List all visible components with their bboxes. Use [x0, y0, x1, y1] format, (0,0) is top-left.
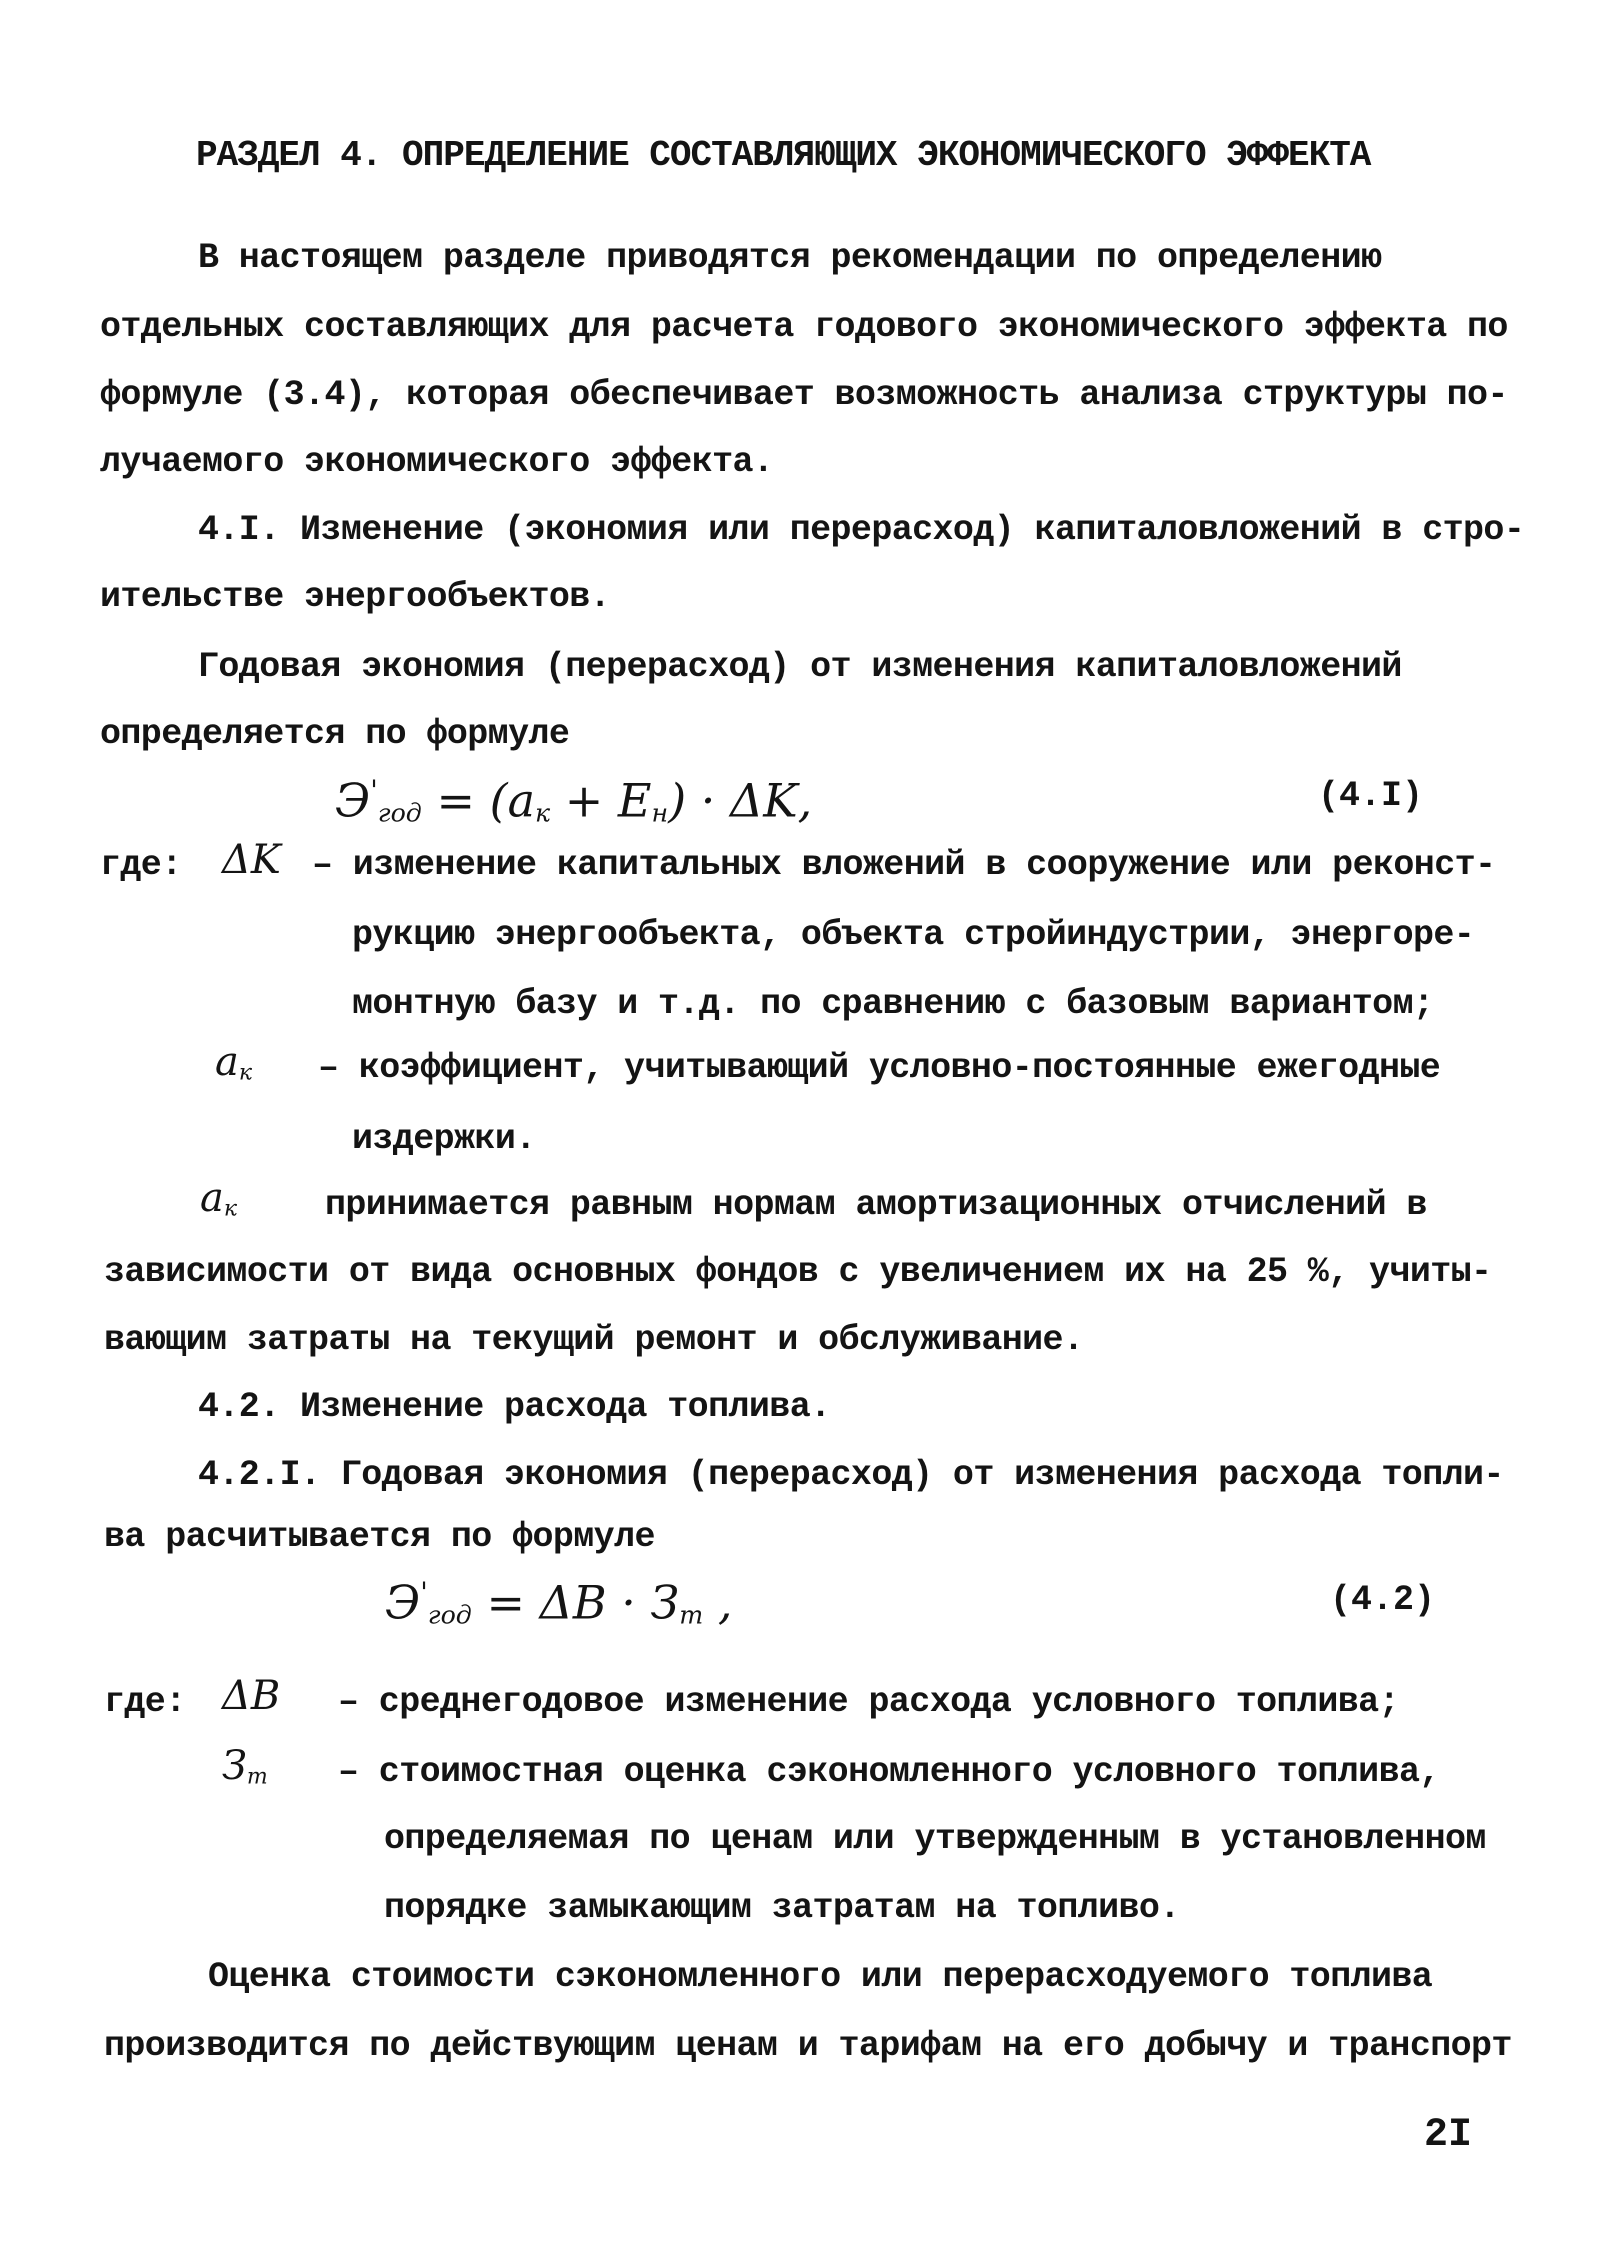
ak-symbol [215, 1040, 252, 1095]
formula-4-1-rhs-sub-1: к [535, 798, 551, 828]
closing-line-2: производится по действующим ценам и тарифам на его добычу и транспорт [104, 2026, 1512, 2066]
section-title: РАЗДЕЛ 4. ОПРЕДЕЛЕНИЕ СОСТАВЛЯЮЩИХ ЭКОНОМИЧЕСКОГО ЭФФЕКТА [196, 135, 1371, 176]
ak-paragraph-line-3: вающим затраты на текущий ремонт и обслуживание. [104, 1320, 1084, 1360]
formula-4-1-rhs-end: ) · ΔK, [668, 773, 813, 828]
formula-4-1-lhs: Э [335, 773, 371, 828]
formula-4-1-rhs: = (a [436, 773, 536, 828]
zt-line-1: – стоимостная оценка сэкономленного условного топлива, [338, 1752, 1440, 1792]
formula-4-1-rhs-mid: + E [550, 773, 652, 828]
formula-4-1-rhs-sub-2: н [651, 798, 669, 828]
delta-k-line-3: монтную базу и т.д. по сравнению с базовым вариантом; [352, 984, 1434, 1024]
where-label-1: где: [100, 845, 182, 885]
intro-line-4: лучаемого экономического эффекта. [100, 442, 774, 482]
delta-k-line-2: рукцию энергообъекта, объекта стройиндустрии, энергоре- [352, 915, 1475, 955]
ak-paragraph-line-2: зависимости от вида основных фондов с увеличением их на 25 %, учиты- [104, 1252, 1492, 1292]
ak-paragraph-symbol [200, 1176, 237, 1231]
section-4-1-line-2: ительстве энергообъектов. [100, 577, 611, 617]
section-4-2-1-line-2: ва расчитывается по формуле [104, 1517, 655, 1557]
section-4-1-line-1: 4.I. Изменение (экономия или перерасход) капиталовложений в стро- [198, 510, 1525, 550]
zt-symbol-sub: т [246, 1764, 268, 1790]
ak-line-1: – коэффициент, учитывающий условно-постоянные ежегодные [318, 1048, 1441, 1088]
formula-4-1 [335, 763, 812, 841]
delta-b-line: – среднегодовое изменение расхода условного топлива; [338, 1682, 1399, 1722]
equation-number-4-1: (4.I) [1318, 776, 1424, 816]
zt-line-2: определяемая по ценам или утвержденным в установленном [384, 1819, 1486, 1859]
equation-number-4-2: (4.2) [1330, 1580, 1436, 1620]
formula-4-1-lhs-sub: год [377, 798, 422, 828]
ak-line-2: издержки. [352, 1119, 536, 1159]
formula-4-1-prime: ' [370, 774, 378, 807]
delta-k-line-1: – изменение капитальных вложений в сооружение или реконст- [312, 845, 1496, 885]
ak-symbol-sub: к [238, 1060, 252, 1086]
formula-4-2-rhs-sub: т [679, 1600, 704, 1630]
closing-line-1: Оценка стоимости сэкономленного или перерасходуемого топлива [208, 1957, 1433, 1997]
annual-savings-line-1: Годовая экономия (перерасход) от изменения капиталовложений [198, 647, 1402, 687]
section-4-2-1-line-1: 4.2.I. Годовая экономия (перерасход) от изменения расхода топли- [198, 1455, 1504, 1495]
zt-line-3: порядке замыкающим затратам на топливо. [384, 1888, 1180, 1928]
formula-4-2-prime: ' [420, 1576, 428, 1609]
ak-symbol-base: a [215, 1039, 239, 1085]
ak-paragraph-symbol-sub: к [223, 1196, 237, 1222]
formula-4-2-rhs: = ΔB · З [486, 1575, 680, 1630]
page-number: 2I [1424, 2113, 1473, 2158]
intro-line-1: В настоящем разделе приводятся рекомендации по определению [198, 238, 1382, 278]
intro-line-3: формуле (3.4), которая обеспечивает возможность анализа структуры по- [100, 375, 1508, 415]
delta-b-symbol: ΔB [222, 1673, 281, 1719]
formula-4-2-lhs-sub: год [427, 1600, 472, 1630]
zt-symbol [222, 1744, 268, 1799]
formula-4-2 [385, 1565, 732, 1643]
annual-savings-line-2: определяется по формуле [100, 714, 570, 754]
formula-4-2-rhs-end: , [703, 1575, 733, 1630]
ak-paragraph-symbol-base: a [200, 1175, 224, 1221]
intro-line-2: отдельных составляющих для расчета годового экономического эффекта по [100, 307, 1508, 347]
delta-k-symbol: ΔK [222, 837, 281, 883]
section-4-2-heading: 4.2. Изменение расхода топлива. [198, 1387, 831, 1427]
where-label-2: где: [104, 1682, 186, 1722]
formula-4-2-lhs: Э [385, 1575, 421, 1630]
ak-paragraph-line-1: принимается равным нормам амортизационных отчислений в [325, 1185, 1427, 1225]
zt-symbol-base: З [222, 1743, 247, 1789]
